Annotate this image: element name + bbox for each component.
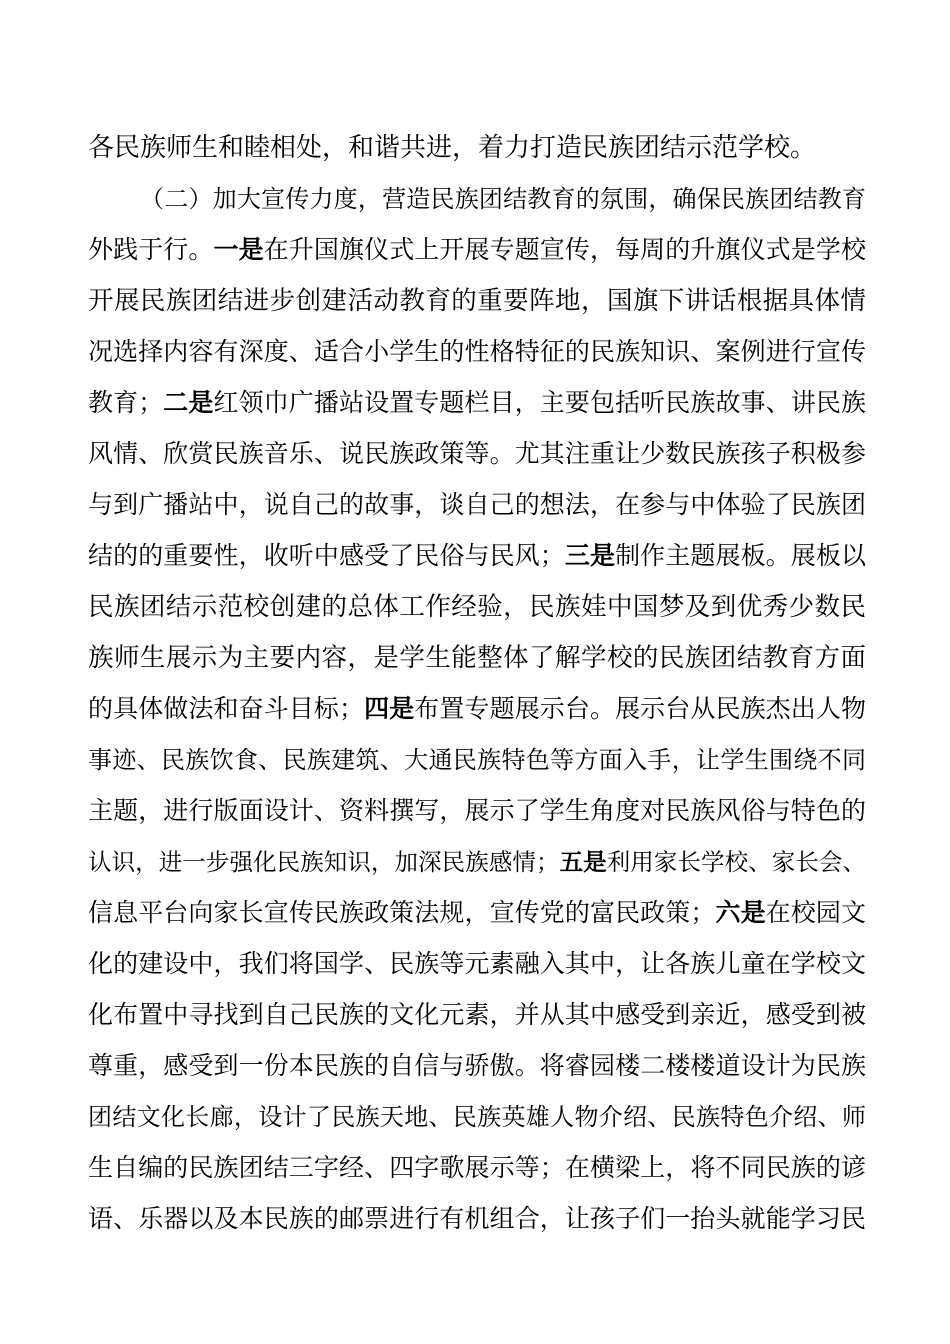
text-segment: 风情、欣赏民族音乐、说民族政策等。尤其注重让少数民族孩子积极参 (88, 439, 866, 468)
text-segment: 事迹、民族饮食、民族建筑、大通民族特色等方面入手，让学生围绕不同 (88, 746, 866, 774)
text-segment: 民族团结示范校创建的总体工作经验，民族娃中国梦及到优秀少数民 (88, 592, 866, 622)
text-segment: 信息平台向家长宣传民族政策法规，宣传党的富民政策； (88, 898, 716, 927)
bold-keyword: 四是 (364, 694, 415, 723)
text-segment: 制作主题展板。展板以 (615, 541, 866, 570)
text-segment: 认识，进一步强化民族知识，加深民族感情； (88, 848, 560, 876)
text-segment: 主题，进行版面设计、资料撰写，展示了学生角度对民族风俗与特色的 (88, 796, 866, 825)
bold-keyword: 一是 (213, 235, 264, 264)
text-line (88, 580, 866, 634)
text-segment: 在升国旗仪式上开展专题宣传，每周的升旗仪式是学校 (263, 235, 866, 264)
text-segment: 在校园文 (765, 898, 866, 927)
text-segment: 与到广播站中，说自己的故事，谈自己的想法，在参与中体验了民族团 (88, 490, 866, 519)
text-line (88, 529, 866, 583)
text-line (88, 223, 866, 277)
text-line (88, 478, 866, 532)
text-line (88, 1141, 866, 1195)
text-segment: 团结文化长廊，设计了民族天地、民族英雄人物介绍、民族特色介绍、师 (88, 1103, 866, 1131)
text-segment: 族师生展示为主要内容，是学生能整体了解学校的民族团结教育方面 (88, 643, 866, 673)
text-line (88, 733, 866, 787)
text-line (88, 376, 866, 430)
text-segment: 开展民族团结进步创建活动教育的重要阵地，国旗下讲话根据具体情 (88, 286, 866, 316)
text-segment: 教育； (88, 388, 164, 417)
text-line (88, 835, 866, 889)
bold-keyword: 六是 (715, 898, 766, 927)
text-line (88, 427, 866, 481)
text-segment: 的具体做法和奋斗目标； (88, 694, 364, 723)
text-line (88, 121, 866, 175)
bold-keyword: 二是 (163, 388, 214, 417)
text-segment: （二）加大宣传力度，营造民族团结教育的氛围，确保民族团结教育 (140, 185, 866, 213)
text-segment: 化的建设中，我们将国学、民族等元素融入其中，让各族儿童在学校文 (88, 949, 866, 978)
text-segment: 布置专题展示台。展示台从民族杰出人物 (414, 694, 866, 723)
text-line (88, 631, 866, 685)
text-line (88, 325, 866, 379)
text-line (88, 937, 866, 991)
bold-keyword: 五是 (559, 848, 607, 876)
text-segment: 况选择内容有深度、适合小学生的性格特征的民族知识、案例进行宣传 (88, 337, 866, 366)
text-line (88, 1039, 866, 1093)
text-segment: 利用家长学校、家长会、 (606, 848, 866, 876)
text-line (88, 886, 866, 940)
text-line (88, 1090, 866, 1144)
text-segment: 化布置中寻找到自己民族的文化元素，并从其中感受到亲近，感受到被 (88, 1000, 866, 1029)
text-segment: 生自编的民族团结三字经、四字歌展示等；在横梁上，将不同民族的谚 (88, 1153, 866, 1182)
text-segment: 外践于行。 (88, 235, 214, 264)
text-segment: 各民族师生和睦相处，和谐共进，着力打造民族团结示范学校。 (88, 133, 817, 163)
bold-keyword: 三是 (564, 541, 616, 570)
text-line (88, 682, 866, 736)
text-segment: 红领巾广播站设置专题栏目，主要包括听民族故事、讲民族 (213, 388, 866, 417)
text-segment: 尊重，感受到一份本民族的自信与骄傲。将睿园楼二楼楼道设计为民族 (88, 1051, 866, 1080)
text-line (88, 1192, 866, 1246)
text-segment: 语、乐器以及本民族的邮票进行有机组合，让孩子们一抬头就能学习民 (88, 1204, 866, 1233)
text-segment: 结的的重要性，收听中感受了民俗与民风； (88, 541, 565, 570)
text-line (88, 988, 866, 1042)
text-line (88, 274, 866, 328)
paragraph-heading-line (140, 172, 866, 226)
text-line (88, 784, 866, 838)
